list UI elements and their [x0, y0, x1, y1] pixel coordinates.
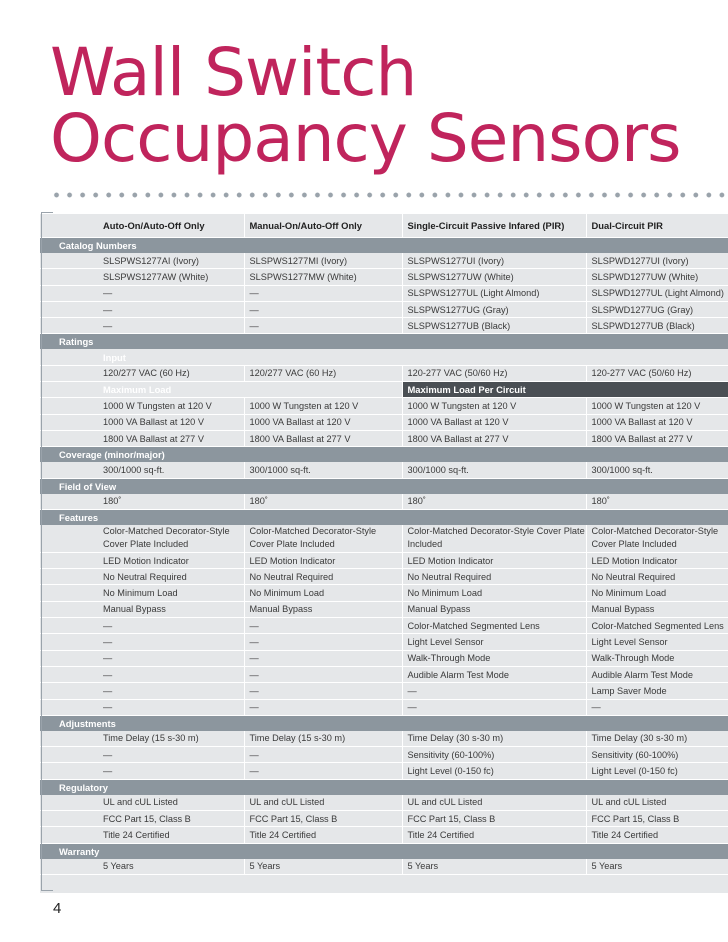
- header-gutter: [40, 214, 98, 238]
- row-gutter: [40, 269, 98, 285]
- table-cell: —: [244, 618, 402, 634]
- table-row: [40, 747, 728, 763]
- section-label: Regulatory: [40, 779, 728, 795]
- table-cell: Light Level Sensor: [402, 634, 586, 650]
- section-label: Catalog Numbers: [40, 238, 728, 254]
- table-cell: Manual Bypass: [244, 601, 402, 617]
- table-row: [40, 365, 728, 381]
- table-cell: 5 Years: [244, 859, 402, 875]
- table-cell: 1800 VA Ballast at 277 V: [98, 430, 244, 446]
- table-cell: —: [244, 747, 402, 763]
- table-cell: —: [98, 285, 244, 301]
- section-label: Warranty: [40, 843, 728, 859]
- row-gutter: [40, 285, 98, 301]
- spec-table-body: [40, 214, 728, 874]
- table-cell: No Neutral Required: [244, 569, 402, 585]
- table-cell: 120-277 VAC (50/60 Hz): [586, 365, 728, 381]
- table-cell: Color-Matched Segmented Lens: [586, 618, 728, 634]
- table-cell: —: [98, 763, 244, 779]
- table-row: [40, 462, 728, 478]
- table-cell: LED Motion Indicator: [586, 552, 728, 568]
- table-cell: 5 Years: [98, 859, 244, 875]
- section-header-row: [40, 334, 728, 350]
- table-cell: 180˚: [586, 494, 728, 510]
- table-row: [40, 827, 728, 843]
- table-row: [40, 634, 728, 650]
- table-cell: Sensitivity (60-100%): [586, 747, 728, 763]
- column-header: Auto-On/Auto-Off Only: [98, 214, 244, 238]
- table-cell: —: [98, 618, 244, 634]
- table-row: [40, 585, 728, 601]
- column-header: Dual-Circuit PIR: [586, 214, 728, 238]
- row-gutter: [40, 811, 98, 827]
- table-cell: 1000 VA Ballast at 120 V: [244, 414, 402, 430]
- table-cell: —: [244, 699, 402, 715]
- table-cell: —: [98, 699, 244, 715]
- table-cell: Title 24 Certified: [402, 827, 586, 843]
- table-cell: —: [98, 683, 244, 699]
- row-gutter: [40, 859, 98, 875]
- row-gutter: [40, 398, 98, 414]
- table-cell: Color-Matched Decorator-Style Cover Plate Included: [98, 525, 244, 553]
- table-row: [40, 525, 728, 553]
- row-gutter: [40, 634, 98, 650]
- table-cell: No Neutral Required: [402, 569, 586, 585]
- table-cell: No Neutral Required: [98, 569, 244, 585]
- table-cell: —: [244, 301, 402, 317]
- row-gutter: [40, 430, 98, 446]
- table-cell: 1800 VA Ballast at 277 V: [402, 430, 586, 446]
- section-header-row: [40, 238, 728, 254]
- table-row: [40, 699, 728, 715]
- column-header: Single-Circuit Passive Infared (PIR): [402, 214, 586, 238]
- table-cell: Title 24 Certified: [98, 827, 244, 843]
- row-gutter: [40, 731, 98, 747]
- subheader-label: Input: [98, 349, 728, 365]
- title-line-1: Wall Switch: [50, 34, 417, 111]
- subheader-row: [40, 382, 728, 398]
- section-label: Features: [40, 509, 728, 525]
- row-gutter: [40, 795, 98, 811]
- table-cell: Walk-Through Mode: [402, 650, 586, 666]
- table-cell: Color-Matched Decorator-Style Cover Plate Included: [402, 525, 586, 553]
- row-gutter: [40, 301, 98, 317]
- table-cell: 180˚: [98, 494, 244, 510]
- table-cell: Color-Matched Segmented Lens: [402, 618, 586, 634]
- table-row: [40, 414, 728, 430]
- row-gutter: [40, 683, 98, 699]
- table-cell: LED Motion Indicator: [98, 552, 244, 568]
- row-gutter: [40, 253, 98, 269]
- table-cell: Manual Bypass: [586, 601, 728, 617]
- table-row: [40, 795, 728, 811]
- table-cell: No Minimum Load: [402, 585, 586, 601]
- table-cell: SLSPWS1277AI (Ivory): [98, 253, 244, 269]
- table-row: [40, 650, 728, 666]
- table-cell: 1000 VA Ballast at 120 V: [98, 414, 244, 430]
- table-row: [40, 859, 728, 875]
- table-cell: Light Level (0-150 fc): [586, 763, 728, 779]
- table-cell: 300/1000 sq-ft.: [402, 462, 586, 478]
- table-row: [40, 494, 728, 510]
- table-cell: 1000 VA Ballast at 120 V: [402, 414, 586, 430]
- table-cell: FCC Part 15, Class B: [244, 811, 402, 827]
- table-cell: Light Level Sensor: [586, 634, 728, 650]
- table-cell: SLSPWS1277UB (Black): [402, 318, 586, 334]
- table-cell: 5 Years: [402, 859, 586, 875]
- table-bracket-bottom: [41, 890, 53, 891]
- section-header-row: [40, 715, 728, 731]
- table-cell: 1800 VA Ballast at 277 V: [244, 430, 402, 446]
- table-cell: 120/277 VAC (60 Hz): [244, 365, 402, 381]
- column-header: Manual-On/Auto-Off Only: [244, 214, 402, 238]
- row-gutter: [40, 827, 98, 843]
- dotted-divider: [50, 191, 728, 199]
- table-cell: 180˚: [244, 494, 402, 510]
- table-cell: SLSPWD1277UL (Light Almond): [586, 285, 728, 301]
- table-row: [40, 601, 728, 617]
- table-cell: Color-Matched Decorator-Style Cover Plate Included: [244, 525, 402, 553]
- table-cell: SLSPWS1277UL (Light Almond): [402, 285, 586, 301]
- table-cell: FCC Part 15, Class B: [98, 811, 244, 827]
- table-row: [40, 811, 728, 827]
- table-cell: SLSPWS1277UW (White): [402, 269, 586, 285]
- table-cell: Manual Bypass: [402, 601, 586, 617]
- table-cell: 1800 VA Ballast at 277 V: [586, 430, 728, 446]
- row-gutter: [40, 525, 98, 553]
- table-cell: SLSPWD1277UB (Black): [586, 318, 728, 334]
- table-cell: Light Level (0-150 fc): [402, 763, 586, 779]
- table-cell: —: [244, 650, 402, 666]
- table-cell: SLSPWS1277UI (Ivory): [402, 253, 586, 269]
- table-cell: No Neutral Required: [586, 569, 728, 585]
- section-header-row: [40, 478, 728, 494]
- table-cell: UL and cUL Listed: [98, 795, 244, 811]
- table-cell: —: [244, 763, 402, 779]
- section-header-row: [40, 779, 728, 795]
- row-gutter: [40, 318, 98, 334]
- table-cell: Title 24 Certified: [586, 827, 728, 843]
- table-cell: 120-277 VAC (50/60 Hz): [402, 365, 586, 381]
- table-cell: —: [402, 683, 586, 699]
- spec-table-container: [40, 214, 728, 893]
- table-cell: SLSPWD1277UW (White): [586, 269, 728, 285]
- table-cell: —: [98, 747, 244, 763]
- table-cell: LED Motion Indicator: [244, 552, 402, 568]
- table-cell: —: [98, 301, 244, 317]
- table-row: [40, 318, 728, 334]
- row-gutter: [40, 569, 98, 585]
- table-cell: —: [98, 634, 244, 650]
- row-gutter: [40, 585, 98, 601]
- table-cell: —: [98, 650, 244, 666]
- row-gutter: [40, 618, 98, 634]
- row-gutter: [40, 747, 98, 763]
- table-cell: SLSPWD1277UI (Ivory): [586, 253, 728, 269]
- table-row: [40, 763, 728, 779]
- table-row: [40, 569, 728, 585]
- table-cell: Color-Matched Decorator-Style Cover Plate Included: [586, 525, 728, 553]
- table-cell: 1000 W Tungsten at 120 V: [402, 398, 586, 414]
- table-row: [40, 301, 728, 317]
- table-cell: 180˚: [402, 494, 586, 510]
- spec-table: [40, 214, 728, 875]
- table-cell: SLSPWD1277UG (Gray): [586, 301, 728, 317]
- table-cell: Audible Alarm Test Mode: [586, 666, 728, 682]
- section-header-row: [40, 843, 728, 859]
- row-gutter: [40, 494, 98, 510]
- section-header-row: [40, 509, 728, 525]
- table-cell: 300/1000 sq-ft.: [586, 462, 728, 478]
- table-cell: Audible Alarm Test Mode: [402, 666, 586, 682]
- table-cell: —: [244, 666, 402, 682]
- table-cell: Time Delay (30 s-30 m): [402, 731, 586, 747]
- row-gutter: [40, 462, 98, 478]
- table-cell: Time Delay (30 s-30 m): [586, 731, 728, 747]
- table-cell: UL and cUL Listed: [244, 795, 402, 811]
- table-cell: 1000 W Tungsten at 120 V: [244, 398, 402, 414]
- row-gutter: [40, 382, 98, 398]
- row-gutter: [40, 699, 98, 715]
- table-row: [40, 253, 728, 269]
- row-gutter: [40, 601, 98, 617]
- row-gutter: [40, 666, 98, 682]
- section-label: Adjustments: [40, 715, 728, 731]
- table-cell: No Minimum Load: [98, 585, 244, 601]
- table-cell: —: [586, 699, 728, 715]
- table-cell: 1000 W Tungsten at 120 V: [98, 398, 244, 414]
- table-cell: —: [98, 666, 244, 682]
- table-row: [40, 398, 728, 414]
- table-cell: Title 24 Certified: [244, 827, 402, 843]
- table-cell: Sensitivity (60-100%): [402, 747, 586, 763]
- table-cell: FCC Part 15, Class B: [402, 811, 586, 827]
- table-cell: —: [402, 699, 586, 715]
- section-header-row: [40, 447, 728, 463]
- table-cell: 300/1000 sq-ft.: [244, 462, 402, 478]
- subheader-row: [40, 349, 728, 365]
- table-cell: Walk-Through Mode: [586, 650, 728, 666]
- table-header-row: [40, 214, 728, 238]
- table-row: [40, 683, 728, 699]
- table-cell: UL and cUL Listed: [402, 795, 586, 811]
- table-cell: 300/1000 sq-ft.: [98, 462, 244, 478]
- table-cell: —: [98, 318, 244, 334]
- table-cell: UL and cUL Listed: [586, 795, 728, 811]
- table-row: [40, 430, 728, 446]
- table-row: [40, 731, 728, 747]
- table-row: [40, 269, 728, 285]
- section-label: Ratings: [40, 334, 728, 350]
- row-gutter: [40, 763, 98, 779]
- table-cell: 1000 W Tungsten at 120 V: [586, 398, 728, 414]
- table-cell: Time Delay (15 s-30 m): [244, 731, 402, 747]
- table-cell: 1000 VA Ballast at 120 V: [586, 414, 728, 430]
- page-number: 4: [53, 900, 62, 917]
- table-cell: FCC Part 15, Class B: [586, 811, 728, 827]
- table-bracket-top: [41, 212, 53, 213]
- table-cell: Manual Bypass: [98, 601, 244, 617]
- table-cell: SLSPWS1277MI (Ivory): [244, 253, 402, 269]
- table-cell: Time Delay (15 s-30 m): [98, 731, 244, 747]
- page-title: [50, 34, 720, 177]
- table-cell: —: [244, 318, 402, 334]
- table-row: [40, 552, 728, 568]
- row-gutter: [40, 552, 98, 568]
- row-gutter: [40, 414, 98, 430]
- table-row: [40, 285, 728, 301]
- table-cell: 5 Years: [586, 859, 728, 875]
- table-row: [40, 618, 728, 634]
- table-cell: —: [244, 634, 402, 650]
- table-cell: LED Motion Indicator: [402, 552, 586, 568]
- row-gutter: [40, 349, 98, 365]
- table-row: [40, 666, 728, 682]
- subheader-label: Maximum Load: [98, 382, 402, 398]
- section-label: Field of View: [40, 478, 728, 494]
- table-cell: SLSPWS1277UG (Gray): [402, 301, 586, 317]
- table-cell: SLSPWS1277AW (White): [98, 269, 244, 285]
- table-cell: 120/277 VAC (60 Hz): [98, 365, 244, 381]
- section-label: Coverage (minor/major): [40, 447, 728, 463]
- table-bracket: [41, 212, 43, 890]
- subheader-label: Maximum Load Per Circuit: [402, 382, 728, 398]
- title-line-2: Occupancy Sensors: [50, 100, 681, 177]
- table-cell: SLSPWS1277MW (White): [244, 269, 402, 285]
- table-cell: No Minimum Load: [586, 585, 728, 601]
- table-cell: —: [244, 285, 402, 301]
- row-gutter: [40, 650, 98, 666]
- table-cell: Lamp Saver Mode: [586, 683, 728, 699]
- table-cell: No Minimum Load: [244, 585, 402, 601]
- table-cell: —: [244, 683, 402, 699]
- row-gutter: [40, 365, 98, 381]
